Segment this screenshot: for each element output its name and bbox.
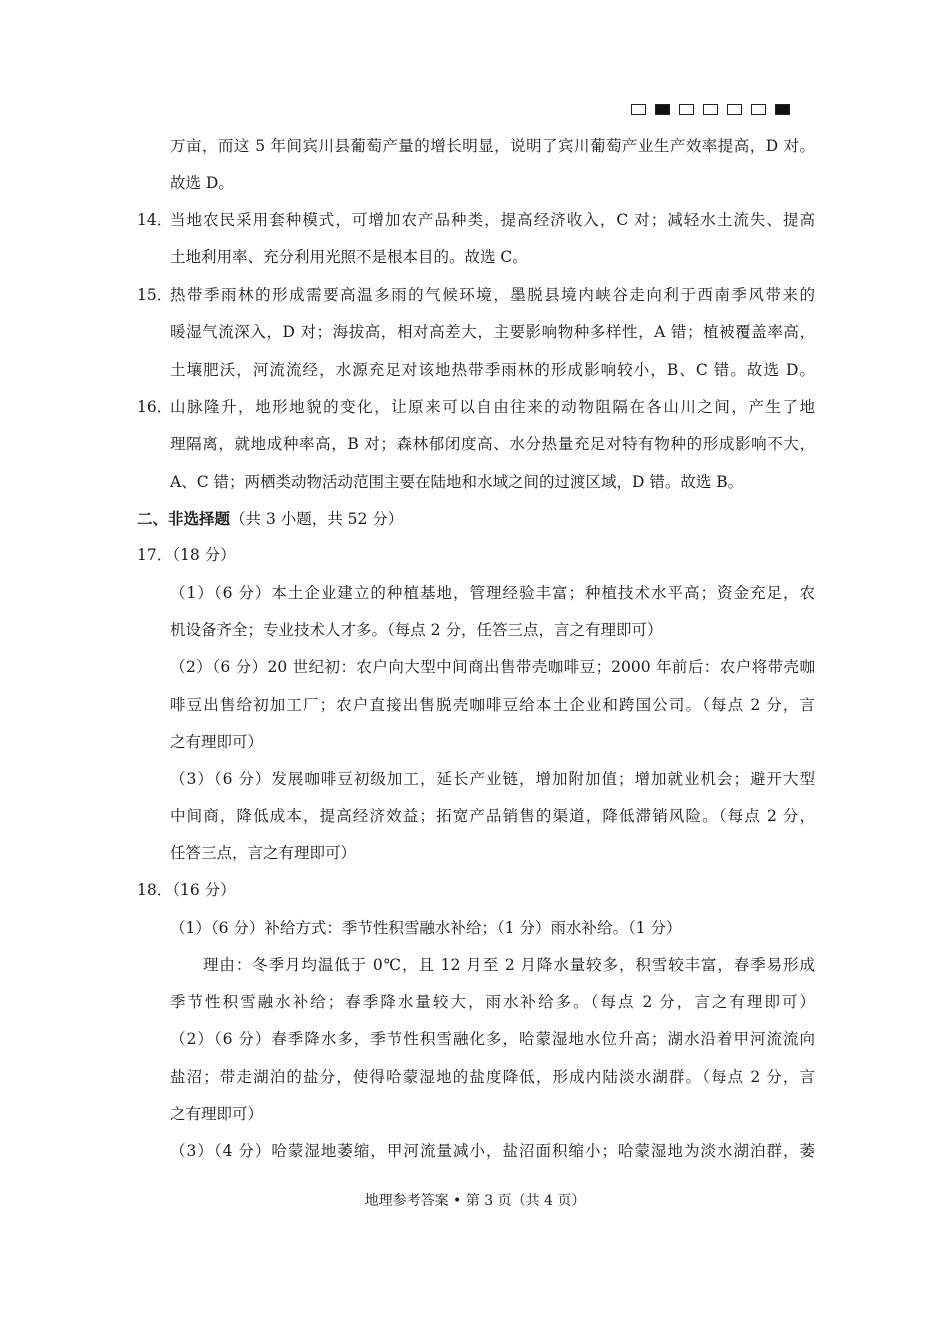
q17-heading: 17．（18 分） <box>137 546 236 564</box>
q18-1-reason-line-1: 理由：冬季月均温低于 0℃，且 12 月至 2 月降水量较多，积雪较丰富，春季易形成 <box>203 956 815 974</box>
q15-line-1 <box>137 285 815 305</box>
q15-line-3: 土壤肥沃，河流流经，水源充足对该地热带季雨林的形成影响较小，B、C 错。故选 D。 <box>170 361 815 379</box>
q18-1-reason-line-2: 季节性积雪融水补给；春季降水量较大，雨水补给多。（每点 2 分，言之有理即可） <box>170 993 815 1011</box>
q18-heading: 18．（16 分） <box>137 881 236 899</box>
section-title: 二、非选择题 <box>137 509 231 528</box>
q16-line-2: 理隔离，就地成种率高，B 对；森林郁闭度高、水分热量充足对特有物种的形成影响不大， <box>170 435 815 453</box>
q14-line-1 <box>137 210 815 230</box>
q18-2-line-1: （2）（6 分）春季降水多，季节性积雪融化多，哈蒙湿地水位升高；湖水沿着甲河流流向 <box>170 1030 815 1048</box>
q13-line-1: 万亩，而这 5 年间宾川县葡萄产量的增长明显，说明了宾川葡萄产业生产效率提高，D 对。 <box>170 137 815 155</box>
q17-2-line-2: 啡豆出售给初加工厂；农户直接出售脱壳咖啡豆给本土企业和跨国公司。（每点 2 分，言 <box>170 696 815 714</box>
q18-1-line-1: （1）（6 分）补给方式：季节性积雪融水补给；（1 分）雨水补给。（1 分） <box>170 919 682 937</box>
q16-line-1 <box>137 397 815 417</box>
mark-square <box>679 104 694 115</box>
q18-3-line-1: （3）（4 分）哈蒙湿地萎缩，甲河流量减小，盐沼面积缩小；哈蒙湿地为淡水湖泊群，萎 <box>170 1142 815 1160</box>
q15-line-2: 暖湿气流深入，D 对；海拔高，相对高差大，主要影响物种多样性，A 错；植被覆盖率高， <box>170 323 815 341</box>
q18-2-line-3: 之有理即可） <box>170 1105 264 1123</box>
q17-3-line-2: 中间商，降低成本，提高经济效益；拓宽产品销售的渠道，降低滞销风险。（每点 2 分， <box>170 807 815 825</box>
q18-2-line-2: 盐沼；带走湖泊的盐分，使得哈蒙湿地的盐度降低，形成内陆淡水湖群。（每点 2 分，言 <box>170 1068 815 1086</box>
q17-1-line-2: 机设备齐全；专业技术人才多。（每点 2 分，任答三点，言之有理即可） <box>170 621 663 639</box>
q17-1-line-1: （1）（6 分）本土企业建立的种植基地，管理经验丰富；种植技术水平高；资金充足，农 <box>170 584 815 602</box>
q16-text: 山脉隆升，地形地貌的变化，让原来可以自由往来的动物阻隔在各山川之间，产生了地 <box>170 398 815 416</box>
header-marks <box>631 104 790 115</box>
q14-text: 当地农民采用套种模式，可增加农产品种类，提高经济收入，C 对；减轻水土流失、提高 <box>170 211 815 229</box>
mark-square-filled <box>655 104 670 115</box>
q14-line-2: 土地利用率、充分利用光照不是根本目的。故选 C。 <box>170 248 528 266</box>
mark-square <box>703 104 718 115</box>
mark-square <box>631 104 646 115</box>
section-note: （共 3 小题，共 52 分） <box>230 510 404 528</box>
mark-square <box>727 104 742 115</box>
q17-2-line-3: 之有理即可） <box>170 733 264 751</box>
q13-line-2: 故选 D。 <box>170 174 234 192</box>
page-footer: 地理参考答案 • 第 3 页（共 4 页） <box>364 1193 586 1209</box>
q16-line-3: A、C 错；两栖类动物活动范围主要在陆地和水域之间的过渡区域，D 错。故选 B。 <box>170 473 744 491</box>
mark-square <box>751 104 766 115</box>
mark-square-filled <box>775 104 790 115</box>
q14-number: 14． <box>137 211 173 229</box>
q16-number: 16． <box>137 398 173 416</box>
section-heading <box>137 509 403 529</box>
q17-2-line-1: （2）（6 分）20 世纪初：农户向大型中间商出售带壳咖啡豆；2000 年前后：农户将带壳咖 <box>170 658 815 676</box>
q17-3-line-3: 任答三点，言之有理即可） <box>170 844 357 862</box>
q15-number: 15． <box>137 286 173 304</box>
q15-text: 热带季雨林的形成需要高温多雨的气候环境，墨脱县境内峡谷走向利于西南季风带来的 <box>170 286 815 304</box>
q17-3-line-1: （3）（6 分）发展咖啡豆初级加工，延长产业链，增加附加值；增加就业机会；避开大型 <box>170 770 815 788</box>
